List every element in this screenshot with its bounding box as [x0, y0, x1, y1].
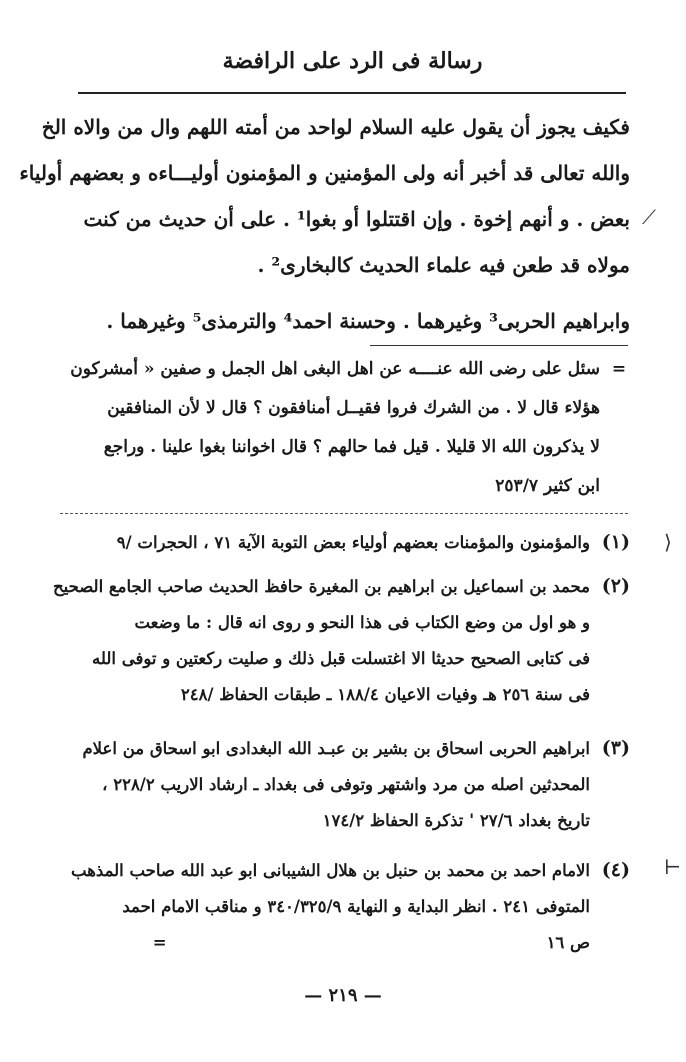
header-rule	[78, 92, 626, 94]
footnote-line: تاريخ بغداد ٢٧/٦ ' تذكرة الحفاظ ١٧٤/٢	[322, 811, 590, 830]
footnote-line: (٣)ابراهيم الحربى اسحاق بن بشير بن عبـد الله البغدادى ابو اسحاق من اعلام	[72, 730, 630, 767]
continuation-marker: =	[152, 933, 167, 952]
footnote-2	[52, 568, 630, 713]
note-line: ابن كثير ٢٥٣/٧	[495, 476, 600, 496]
footnote-separator	[370, 345, 628, 346]
continuation-marker: =	[611, 359, 627, 379]
note-line: =سئل على رضى الله عنــــه عن اهل البغى اهل الجمل و صفين « أمشركون	[72, 350, 630, 389]
note-line: لا يذكرون الله الا قليلا . قيل فما حالهم ؟ قال اخواننا بغوا علينا . وراجع	[103, 437, 600, 457]
footnote-number: (٣)	[601, 737, 630, 759]
main-line: فكيف يجوز أن يقول عليه السلام لواحد من أمته اللهم وال من والاه الخ	[41, 115, 630, 139]
main-line: وابراهيم الحربى³ وغيرهما . وحسنة احمد⁴ والترمذى⁵ وغيرهما .	[106, 309, 630, 333]
main-text	[19, 104, 630, 344]
footnote-line: المتوفى ٢٤١ . انظر البداية و النهاية ٣٤٠/٣٢٥/٩ و مناقب الامام احمد	[122, 897, 590, 916]
footnote-3	[72, 730, 630, 839]
footnote-number: (١)	[601, 531, 630, 553]
note-line: هؤلاء قال لا . من الشرك فروا فقيــل أمنافقون ؟ قال لا لأن المنافقين	[107, 398, 600, 418]
footnote-line: ص ١٦=	[72, 925, 630, 961]
footnote-number: (٢)	[601, 575, 630, 597]
footnote-line: فى كتابى الصحيح حديثا الا اغتسلت قبل ذلك و صليت ركعتين و توفى الله	[92, 649, 590, 668]
footnote-1	[72, 524, 630, 561]
footnote-line: (١)والمؤمنون والمؤمنات بعضهم أولياء بعض التوبة الآية ٧١ ، الحجرات /٩	[72, 524, 630, 561]
footnote-line: فى سنة ٢٥٦ هـ وفيات الاعيان ١٨٨/٤ ـ طبقات الحفاظ /٢٤٨	[180, 685, 590, 704]
footnote-line: و هو اول من وضع الكتاب فى هذا النحو و روى انه قال : ما وضعت	[134, 613, 590, 632]
continued-note	[72, 350, 630, 506]
footnote-4	[72, 852, 630, 961]
main-line: والله تعالى قد أخبر أنه ولى المؤمنين و المؤمنون أوليـــاءه و بعضهم أولياء	[19, 161, 630, 185]
footnote-divider	[60, 513, 628, 514]
main-line: بعض . و أنهم إخوة . وإن اقتتلوا أو بغوا¹ . على أن حديث من كنت	[83, 207, 630, 231]
margin-tick-icon: ⊢	[664, 855, 682, 879]
running-header: رسالة فى الرد على الرافضة	[222, 48, 483, 74]
margin-tick-icon: ⟋	[642, 205, 656, 229]
main-line: مولاه قد طعن فيه علماء الحديث كالبخارى² .	[257, 253, 630, 277]
footnote-line: المحدثين اصله من مرد واشتهر وتوفى فى بغداد ـ ارشاد الاريب ٢٢٨/٢ ،	[102, 775, 590, 794]
footnote-line: (٢)محمد بن اسماعيل بن ابراهيم بن المغيرة حافظ الحديث صاحب الجامع الصحيح	[72, 568, 630, 605]
page-number: — ٢١٩ —	[304, 985, 382, 1006]
footnote-line: (٤)الامام احمد بن محمد بن حنبل بن هلال الشيبانى ابو عبد الله صاحب المذهب	[72, 852, 630, 889]
footnote-number: (٤)	[601, 859, 630, 881]
margin-tick-icon: ⟩	[664, 530, 672, 554]
